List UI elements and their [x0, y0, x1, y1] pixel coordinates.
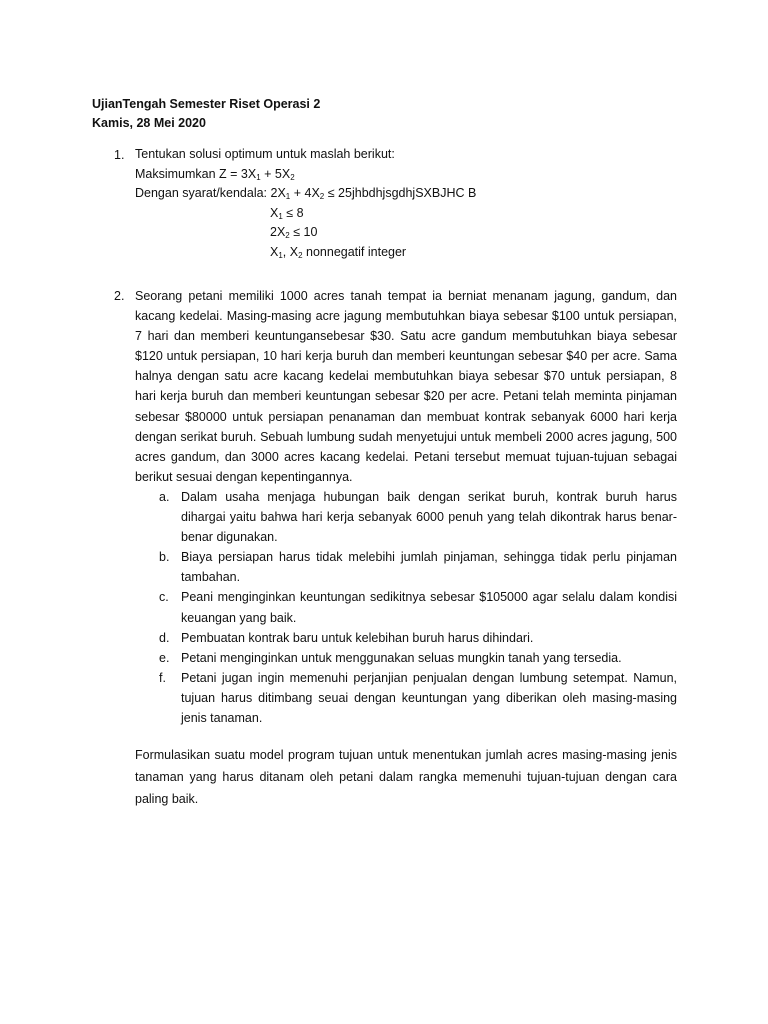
question-body [135, 286, 677, 810]
list-item: b. Biaya persiapan harus tidak melebihi jumlah pinjaman, sehingga tidak perlu pinjaman tambahan. [159, 550, 677, 585]
question-number: 1. [114, 148, 125, 162]
list-item: f. Petani jugan ingin memenuhi perjanjian penjualan dengan lumbung setempat. Namun, tujuan harus ditimbang seuai dengan keuntungan yang diberikan oleh masing-masing jenis tanaman. [159, 670, 677, 725]
document-header [92, 95, 692, 133]
exam-title: UjianTengah Semester Riset Operasi 2 [92, 97, 321, 111]
question-prompt: Tentukan solusi optimum untuk maslah berikut: [135, 147, 395, 161]
constraint-2: $X_1 \le 8$ [270, 205, 304, 221]
list-item: e. Petani menginginkan untuk menggunakan seluas mungkin tanah yang tersedia. [159, 650, 622, 665]
objective-function: Maksimumkan $Z = 3X_1 + 5X_2$ [135, 166, 295, 182]
constraint-1: Dengan syarat/kendala: $2X_1 + 4X_2$ ≤ 25jhbdhjsgdhjSXBJHC B [135, 186, 477, 201]
list-item: d. Pembuatan kontrak baru untuk kelebihan buruh harus dihindari. [159, 630, 534, 645]
constraint-4: $X_1$, $X_2$ nonnegatif integer [270, 244, 407, 260]
question-closing: Formulasikan suatu model program tujuan untuk menentukan jumlah acres masing-masing jenis tanaman yang harus ditanam oleh petani dalam rangka memenuhi tujuan-tujuan dengan cara paling baik. [135, 748, 677, 807]
question-number: 2. [114, 289, 125, 303]
question-body [135, 145, 675, 262]
goals-list [159, 487, 677, 728]
list-item: a. Dalam usaha menjaga hubungan baik dengan serikat buruh, kontrak buruh harus dihargai yaitu bahwa hari kerja sebanyak 6000 penuh yang telah dikontrak harus benar-benar digunakan. [159, 489, 677, 545]
exam-date: Kamis, 28 Mei 2020 [92, 116, 206, 130]
constraint-3: $2X_2 \le 10$ [270, 225, 318, 240]
question-intro: Seorang petani memiliki 1000 acres tanah tempat ia berniat menanam jagung, gandum, dan kacang kedelai. Masing-masing acre jagung membutuhkan biaya sebesar $100 untuk persiapan, 7 hari dan memberi keuntungansebesar $30. Satu acre gandum membutuhkan biaya sebesar $120 untuk persiapan, 10 hari kerja buruh dan memberi keuntungan sebesar $40 per acre. Sama halnya dengan satu acre kacang kedelai membutuhkan biaya sebesar $70 untuk persiapan, 8 hari kerja buruh dan memberi keuntungan sebesar $20 per acre. Petani telah meminta pinjaman sebesar $80000 untuk persiapan penanaman dan membuat kontrak sebanyak 6000 hari kerja dengan serikat buruh. Sebuah lumbung sudah menyetujui untuk membeli 2000 acres jagung, 500 acres gandum, dan 3000 acres kacang kedelai. Petani tersebut memuat tujuan-tujuan sebagai berikut sesuai dengan kepentingannya. [135, 289, 677, 484]
list-item: c. Peani menginginkan keuntungan sedikitnya sebesar $105000 agar selalu dalam kondisi keuangan yang baik. [159, 590, 677, 625]
